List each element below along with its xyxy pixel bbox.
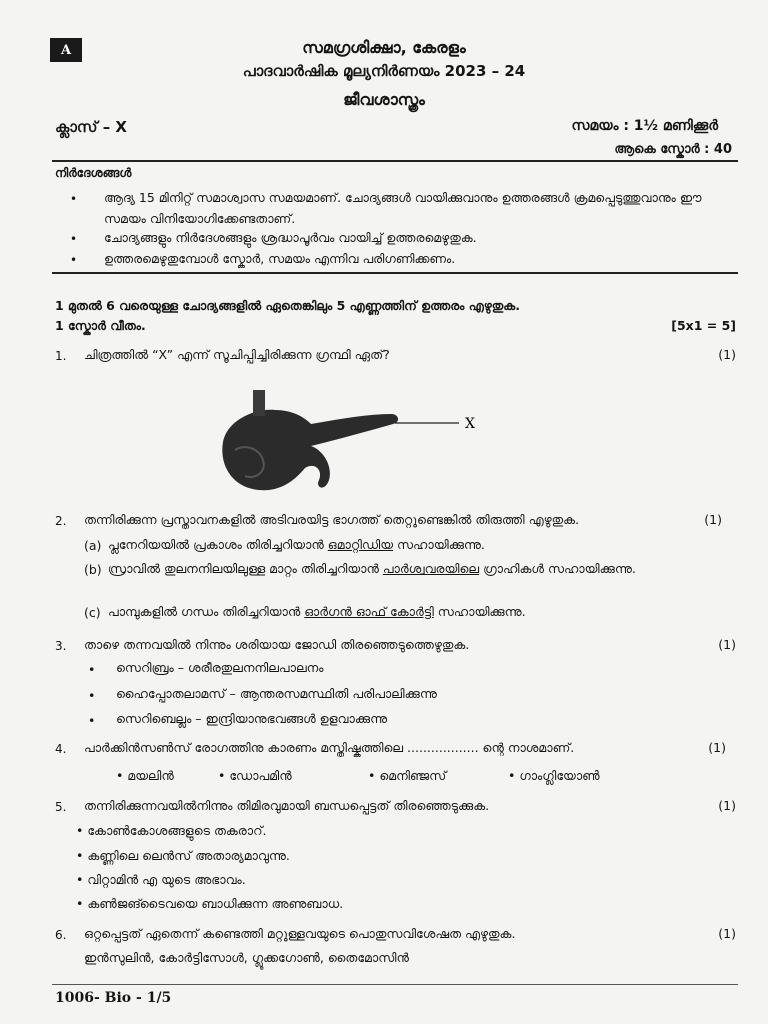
bullet-icon: • [70,253,78,267]
option-item: • കണ്ണിലെ ലെൻസ് അതാര്യമാവുന്നു. [76,848,290,863]
instruction-item: ആദ്യ 15 മിനിറ്റ് സമാശ്വാസ സമയമാണ്. ചോദ്യങ്ങൾ വായിക്കുവാനും ഉത്തരങ്ങൾ ക്രമപ്പെടുത്തുവാനും ഈ സമയം വിനിയോഗിക്കേണ്ടതാണ്. [104,190,702,226]
question-number: 5. [55,800,67,814]
figure-label-x: X [465,416,475,432]
question-number: 2. [55,514,67,528]
subject-title: ജീവശാസ്ത്രം [343,90,425,109]
statement-b: സ്രാവിൽ തുലനനിലയിലുള്ള മാറ്റം തിരിച്ചറിയാൻ പാർശ്വവരയിലെ ഗ്രാഹികൾ സഹായിക്കുന്നു. [108,561,636,576]
section-instruction: 1 മുതൽ 6 വരെയുള്ള ചോദ്യങ്ങളിൽ ഏതെങ്കിലും 5 എണ്ണത്തിന് ഉത്തരം എഴുതുക. [55,298,520,313]
underlined-term: ഒമാറ്റിഡിയ [327,537,394,552]
total-score-label: ആകെ സ്കോർ : 40 [614,142,732,157]
instructions-divider [52,272,738,274]
section-marks: [5x1 = 5] [671,318,736,333]
option-item: • കൺജങ്ടൈവയെ ബാധിക്കുന്ന അണുബാധ. [76,896,344,911]
pair-item: സെറിബെല്ലം – ഇന്ദ്രിയാനുഭവങ്ങൾ ഉളവാക്കുന്നു [116,711,388,726]
choice-option: • മയലിൻ [116,768,174,783]
underlined-term: ഓർഗൻ ഓഫ് കോർട്ടി [304,604,434,619]
pair-item: സെറിബ്രം – ശരീരതുലനനിലപാലനം [116,660,324,675]
option-label: (a) [84,538,102,553]
instruction-item: ഉത്തരമെഴുതുമ്പോൾ സ്കോർ, സമയം എന്നിവ പരിഗണിക്കണം. [104,251,456,266]
section-score-note: 1 സ്കോർ വീതം. [55,318,146,333]
question-mark: (1) [718,347,736,362]
question-number: 3. [55,639,67,653]
bullet-icon: • [70,232,78,246]
question-number: 6. [55,928,67,942]
question-mark: (1) [718,926,736,941]
time-label: സമയം : 1½ മണിക്കൂർ [571,118,718,134]
question-mark: (1) [718,798,736,813]
bullet-icon: • [88,713,96,728]
option-item: • കോൺകോശങ്ങളുടെ തകരാറ്. [76,823,267,838]
statement-a: പ്ലനേറിയയിൽ പ്രകാശം തിരിച്ചറിയാൻ ഒമാറ്റിഡിയ സഹായിക്കുന്നു. [108,537,485,552]
bullet-icon: • [88,688,96,703]
exam-title: പാദവാർഷിക മൂല്യനിർണയം 2023 – 24 [242,62,526,80]
question-number: 1. [55,349,67,363]
question-text: ചിത്രത്തിൽ “X” എന്ന് സൂചിപ്പിച്ചിരിക്കുന്ന ഗ്രന്ഥി ഏത്? [84,347,390,362]
question-mark: (1) [718,637,736,652]
option-label: (b) [84,562,102,577]
pancreas-figure [215,380,495,500]
instructions-title: നിർദേശങ്ങൾ [55,166,132,180]
instruction-item: ചോദ്യങ്ങളും നിർദേശങ്ങളും ശ്രദ്ധാപൂർവം വായിച്ച് ഉത്തരമെഴുതുക. [104,230,477,245]
question-text: താഴെ തന്നവയിൽ നിന്നും ശരിയായ ജോഡി തിരഞ്ഞെടുത്തെഴുതുക. [84,637,470,652]
choice-option: • ഡോപമിൻ [218,768,292,783]
option-item: • വിറ്റാമിൻ എ യുടെ അഭാവം. [76,872,246,887]
question-text: തന്നിരിക്കുന്ന പ്രസ്താവനകളിൽ അടിവരയിട്ട ഭാഗത്ത് തെറ്റുണ്ടെങ്കിൽ തിരുത്തി എഴുതുക. [84,512,580,527]
pancreas-illustration [222,390,398,490]
question-mark: (1) [704,512,722,527]
class-label: ക്ലാസ് – X [55,118,127,136]
organization-title: സമഗ്രശിക്ഷാ, കേരളം [302,38,466,57]
pair-item: ഹൈപ്പോതലാമസ് – ആന്തരസമസ്ഥിതി പരിപാലിക്കുന്നു [116,686,437,701]
statement-c: പാമ്പുകളിൽ ഗന്ധം തിരിച്ചറിയാൻ ഓർഗൻ ഓഫ് കോർട്ടി സഹായിക്കുന്നു. [108,604,526,619]
question-mark: (1) [708,740,726,755]
bullet-icon: • [88,662,96,677]
bullet-icon: • [70,192,78,206]
option-label: (c) [84,605,101,620]
hormone-list: ഇൻസുലിൻ, കോർട്ടിസോൾ, ഗ്ലൂക്കഗോൺ, തൈമോസിൻ [84,950,409,965]
paper-set-badge: A [50,38,82,62]
underlined-term: പാർശ്വവരയിലെ [382,561,480,576]
choice-option: • ഗാംഗ്ലിയോൺ [508,768,600,783]
choice-option: • മെനിഞ്ജസ് [368,768,447,783]
question-text: പാർക്കിൻസൺസ് രോഗത്തിനു കാരണം മസ്തിഷ്കത്തിലെ .................. ന്റെ നാശമാണ്. [84,740,575,755]
question-number: 4. [55,742,67,756]
page-footer: 1006- Bio - 1/5 [55,990,172,1006]
question-text: ഒറ്റപ്പെട്ടത് ഏതെന്ന് കണ്ടെത്തി മറ്റുള്ളവയുടെ പൊതുസവിശേഷത എഴുതുക. [84,926,516,941]
footer-divider [52,984,738,985]
question-text: തന്നിരിക്കുന്നവയിൽനിന്നും തിമിരവുമായി ബന്ധപ്പെട്ടത് തിരഞ്ഞെടുക്കുക. [84,798,490,813]
header-divider [52,160,738,162]
